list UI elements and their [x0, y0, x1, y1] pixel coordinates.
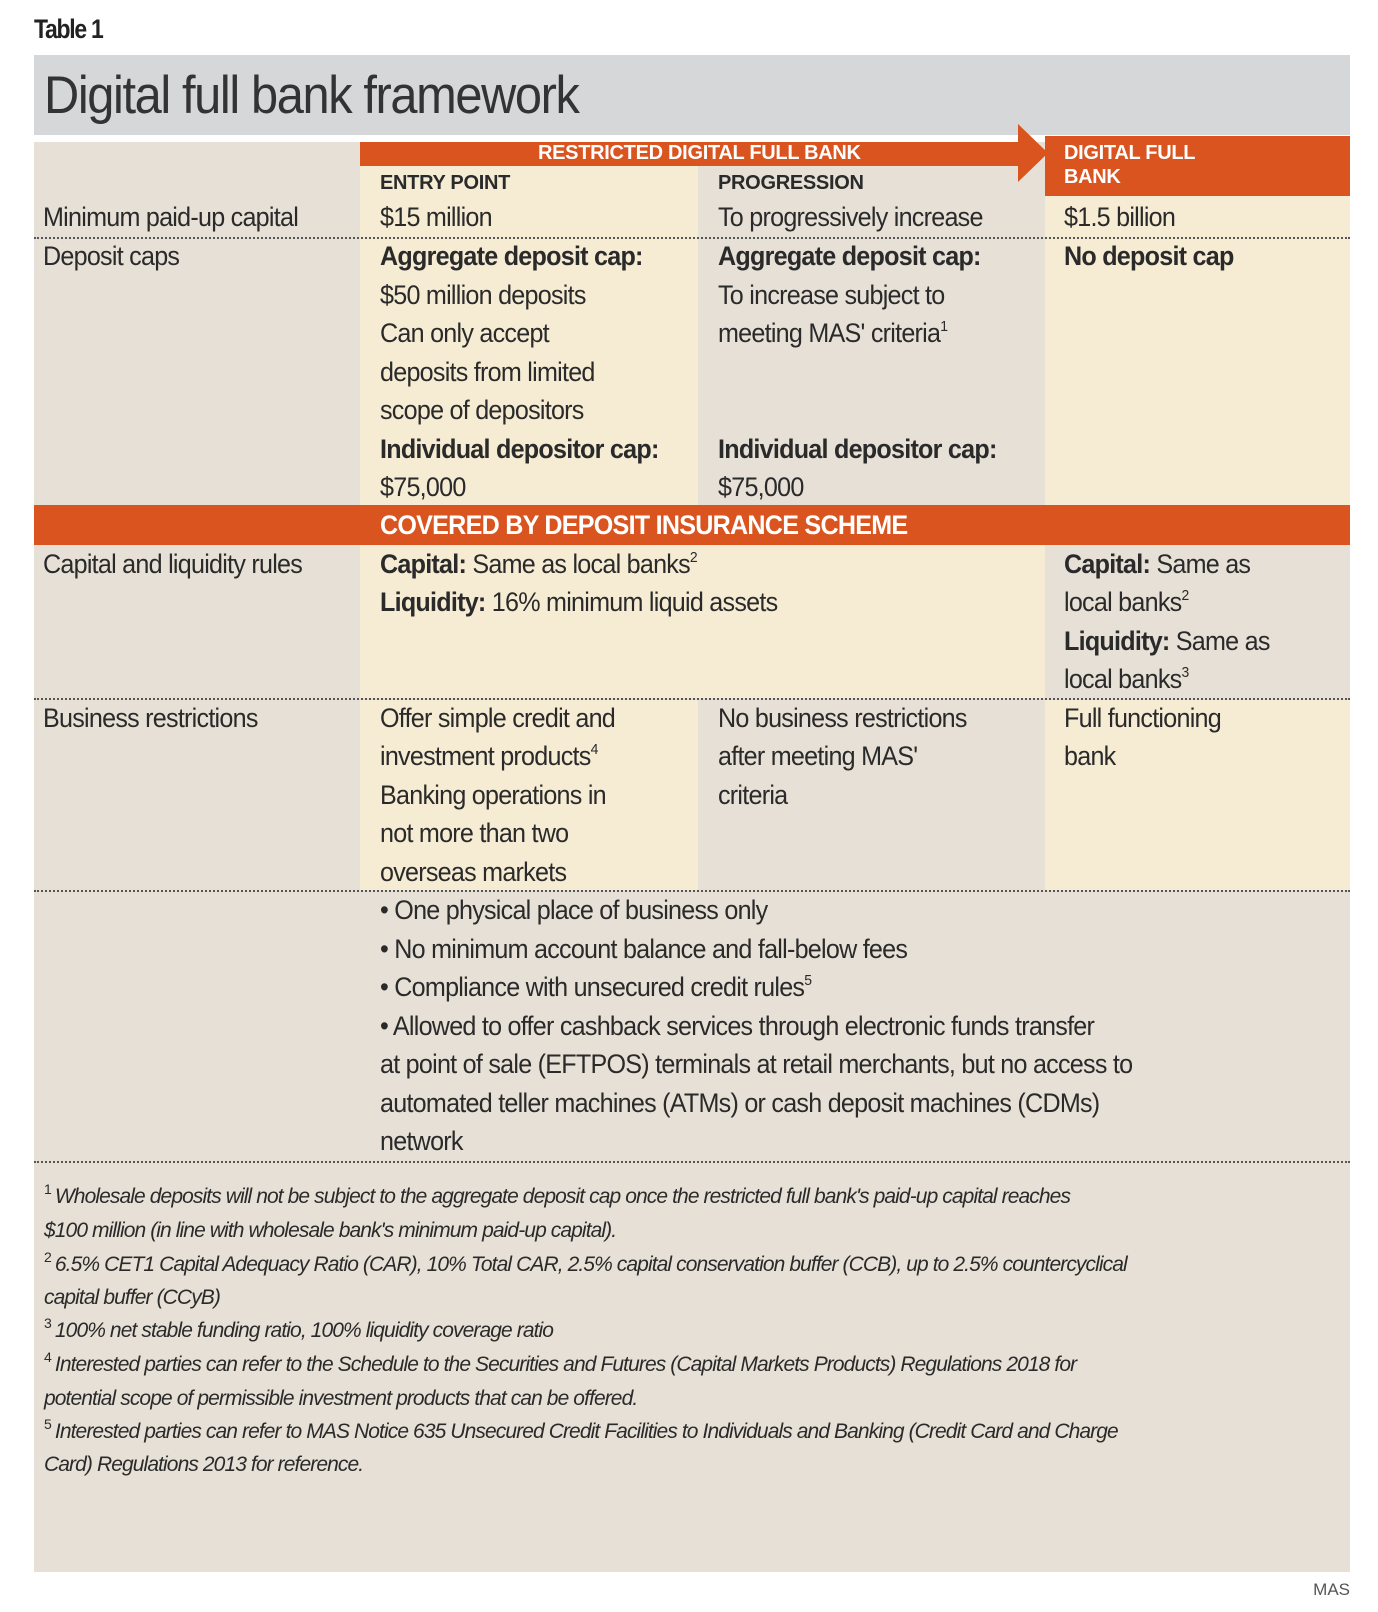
restricted-liquidity: Liquidity: 16% minimum liquid assets	[380, 587, 778, 617]
footnote-5: $^5$ Interested parties can refer to MAS Notice 635 Unsecured Credit Facilities to Individuals and Banking (Credit Card and Charge	[44, 1416, 1118, 1443]
table-label: Table 1	[34, 14, 103, 44]
entry-agg-line: deposits from limited	[380, 357, 595, 387]
prog-agg-line1: To increase subject to	[718, 280, 945, 310]
row-label-deposit-caps: Deposit caps	[43, 241, 180, 271]
prog-ind-value: $75,000	[718, 472, 804, 502]
entry-agg-line: scope of depositors	[380, 395, 584, 425]
entry-business-line: investment products$^4$	[380, 741, 598, 771]
entry-point-header: ENTRY POINT	[380, 172, 511, 194]
bullet-item-continued: at point of sale (EFTPOS) terminals at retail merchants, but no access to	[380, 1049, 1133, 1079]
full-capital-line2: local banks$^2$	[1064, 587, 1189, 617]
footnote-4-cont: potential scope of permissible investment products that can be offered.	[44, 1387, 638, 1410]
footnote-5-cont: Card) Regulations 2013 for reference.	[44, 1453, 364, 1476]
entry-ind-value: $75,000	[380, 472, 466, 502]
row-label-min-capital: Minimum paid-up capital	[43, 202, 299, 232]
row-label-capital-liquidity: Capital and liquidity rules	[43, 549, 303, 579]
restricted-capital: Capital: Same as local banks$^2$	[380, 549, 697, 579]
bullet-item: • Compliance with unsecured credit rules$^5$	[380, 972, 812, 1002]
row-label-business: Business restrictions	[43, 703, 258, 733]
entry-ind-label: Individual depositor cap:	[380, 434, 659, 464]
min-capital-full: $1.5 billion	[1064, 202, 1176, 232]
bullet-item: • Allowed to offer cashback services through electronic funds transfer	[380, 1011, 1095, 1041]
full-business-line: bank	[1064, 741, 1116, 771]
footnote-1-cont: $100 million (in line with wholesale bank's minimum paid-up capital).	[44, 1219, 617, 1242]
footnote-4: $^4$ Interested parties can refer to the Schedule to the Securities and Futures (Capital Markets Products) Regulations 2018 for	[44, 1349, 1077, 1376]
prog-agg-label: Aggregate deposit cap:	[718, 241, 981, 271]
prog-business-line: after meeting MAS'	[718, 741, 918, 771]
row-divider	[34, 1161, 1350, 1163]
footnote-2: $^2$ 6.5% CET1 Capital Adequacy Ratio (CAR), 10% Total CAR, 2.5% capital conservation buffer (CCB), up to 2.5% countercyclical	[44, 1249, 1127, 1276]
min-capital-entry: $15 million	[380, 202, 492, 232]
prog-business-line: No business restrictions	[718, 703, 967, 733]
arrow-right-icon	[1018, 124, 1048, 182]
full-business-line: Full functioning	[1064, 703, 1221, 733]
full-liquidity-line2: local banks$^3$	[1064, 664, 1189, 694]
bullet-item-continued: network	[380, 1126, 463, 1156]
entry-business-line: Offer simple credit and	[380, 703, 616, 733]
prog-ind-label: Individual depositor cap:	[718, 434, 997, 464]
full-column-bg-top	[1045, 142, 1350, 505]
entry-agg-line: Can only accept	[380, 318, 549, 348]
full-deposit-cap: No deposit cap	[1064, 241, 1234, 271]
source-credit: MAS	[1313, 1580, 1350, 1599]
page-title: Digital full bank framework	[44, 66, 579, 125]
entry-agg-line: $50 million deposits	[380, 280, 586, 310]
prog-business-line: criteria	[718, 780, 788, 810]
footnote-3: $^3$ 100% net stable funding ratio, 100% liquidity coverage ratio	[44, 1315, 554, 1342]
prog-agg-line2: meeting MAS' criteria$^1$	[718, 318, 948, 348]
full-capital-line1: Capital: Same as	[1064, 549, 1251, 579]
progression-header: PROGRESSION	[718, 172, 864, 194]
digital-full-header-line1: DIGITAL FULL	[1064, 142, 1196, 164]
entry-agg-label: Aggregate deposit cap:	[380, 241, 643, 271]
entry-business-line: Banking operations in	[380, 780, 606, 810]
footnote-2-cont: capital buffer (CCyB)	[44, 1286, 220, 1309]
bullet-item: • One physical place of business only	[380, 895, 768, 925]
insurance-banner-label: COVERED BY DEPOSIT INSURANCE SCHEME	[380, 510, 908, 540]
digital-full-header-line2: BANK	[1064, 166, 1121, 188]
min-capital-progression: To progressively increase	[718, 202, 983, 232]
entry-business-line: overseas markets	[380, 857, 567, 887]
entry-business-line: not more than two	[380, 818, 569, 848]
full-liquidity-line1: Liquidity: Same as	[1064, 626, 1270, 656]
title-bar	[34, 55, 1350, 135]
bullet-item-continued: automated teller machines (ATMs) or cash deposit machines (CDMs)	[380, 1088, 1100, 1118]
bullet-item: • No minimum account balance and fall-below fees	[380, 934, 908, 964]
framework-table	[34, 142, 1350, 1572]
restricted-header-label: RESTRICTED DIGITAL FULL BANK	[538, 142, 861, 164]
footnote-1: $^1$ Wholesale deposits will not be subject to the aggregate deposit cap once the restricted full bank's paid-up capital reaches	[44, 1181, 1071, 1208]
